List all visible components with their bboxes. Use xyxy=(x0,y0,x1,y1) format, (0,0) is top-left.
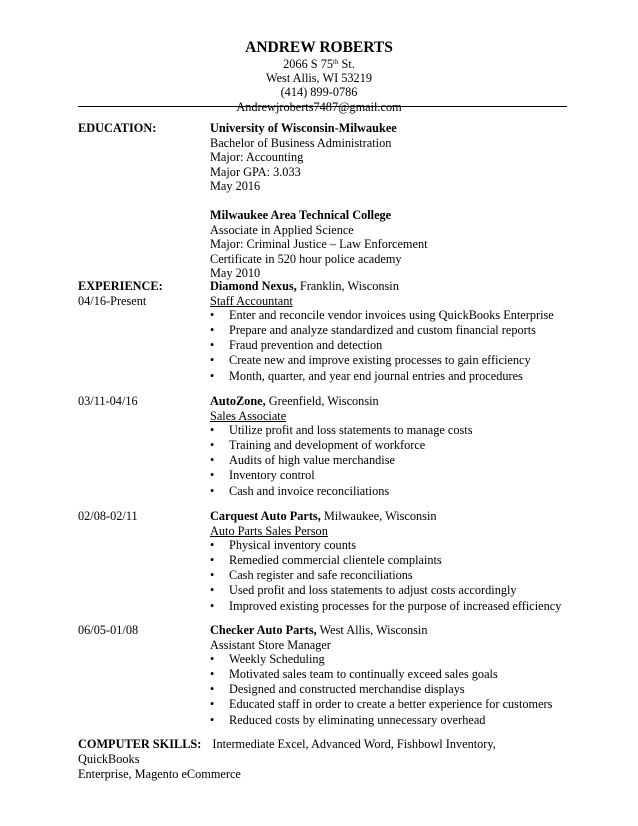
graduation-date: May 2010 xyxy=(210,266,261,281)
skills-text: Intermediate Excel, Advanced Word, Fishbowl Inventory, QuickBooks xyxy=(78,737,496,766)
bullet-icon: • xyxy=(210,323,215,338)
skills-line-1 xyxy=(78,737,558,767)
list-item: • Prepare and analyze standardized and custom financial reports xyxy=(210,323,536,338)
list-item: • Remedied commercial clientele complaints xyxy=(210,553,442,568)
school-entry xyxy=(210,121,570,194)
bullet-icon: • xyxy=(210,583,215,598)
job-dates-label xyxy=(78,509,208,524)
email-address: Andrewjroberts7487@gmail.com xyxy=(236,99,402,114)
list-item: • Improved existing processes for the purpose of increased efficiency xyxy=(210,598,562,613)
list-item: • Motivated sales team to continually exceed sales goals xyxy=(210,667,498,682)
bullet-icon: • xyxy=(210,568,215,583)
list-item: • Physical inventory counts xyxy=(210,538,357,553)
list-item: • Weekly Scheduling xyxy=(210,652,325,667)
list-item: • Inventory control xyxy=(210,468,315,483)
list-item: • Utilize profit and loss statements to manage costs xyxy=(210,423,473,438)
job-content xyxy=(210,509,570,614)
list-item: • Used profit and loss statements to adjust costs accordingly xyxy=(210,583,517,598)
job-dates: 04/16-Present xyxy=(78,293,147,308)
job-dates-label xyxy=(78,623,208,638)
bullet-icon: • xyxy=(210,667,215,682)
list-item: • Educated staff in order to create a better experience for customers xyxy=(210,697,553,712)
skills-heading: COMPUTER SKILLS: xyxy=(78,737,202,751)
resume-header xyxy=(0,39,638,114)
computer-skills-section xyxy=(78,737,558,781)
bullet-icon: • xyxy=(210,308,215,323)
major-line: Major: Criminal Justice – Law Enforcement xyxy=(210,237,428,252)
job-duties-list xyxy=(210,652,570,727)
job-duties-list xyxy=(210,538,570,613)
bullet-icon: • xyxy=(210,453,215,468)
certificate-line: Certificate in 520 hour police academy xyxy=(210,251,402,266)
job-dates: 02/08-02/11 xyxy=(78,509,138,523)
bullet-icon: • xyxy=(210,483,215,498)
list-item: • Reduced costs by eliminating unnecessary overhead xyxy=(210,712,486,727)
list-item: • Month, quarter, and year end journal entries and procedures xyxy=(210,368,523,383)
degree-line: Bachelor of Business Administration xyxy=(210,135,392,150)
city-state-zip: West Allis, WI 53219 xyxy=(265,71,373,86)
bullet-icon: • xyxy=(210,553,215,568)
school-name: University of Wisconsin-Milwaukee xyxy=(210,121,397,135)
bullet-icon: • xyxy=(210,712,215,727)
bullet-icon: • xyxy=(210,468,215,483)
header-divider xyxy=(78,106,567,107)
school-name: Milwaukee Area Technical College xyxy=(210,207,392,222)
phone-number: (414) 899-0786 xyxy=(280,85,358,100)
graduation-date: May 2016 xyxy=(210,179,261,194)
bullet-icon: • xyxy=(210,598,215,613)
degree-line: Associate in Applied Science xyxy=(210,222,354,237)
list-item: • Audits of high value merchandise xyxy=(210,453,395,468)
bullet-icon: • xyxy=(210,368,215,383)
street-address: 2066 S 75th St. xyxy=(283,57,355,71)
list-item: • Enter and reconcile vendor invoices using QuickBooks Enterprise xyxy=(210,308,554,323)
gpa-line: Major GPA: 3.033 xyxy=(210,164,301,179)
job-title: Staff Accountant xyxy=(210,293,293,308)
bullet-icon: • xyxy=(210,682,215,697)
experience-heading: EXPERIENCE: xyxy=(78,279,163,293)
job-employer: Diamond Nexus, Franklin, Wisconsin xyxy=(210,279,399,293)
skills-line-2: Enterprise, Magento eCommerce xyxy=(78,766,241,781)
education-label: EDUCATION: xyxy=(78,121,157,135)
job-dates-label xyxy=(78,394,208,409)
major-line: Major: Accounting xyxy=(210,150,304,165)
job-duties-list xyxy=(210,308,570,383)
job-employer: Checker Auto Parts, West Allis, Wisconsin xyxy=(210,623,428,637)
job-dates: 06/05-01/08 xyxy=(78,623,139,637)
job-dates: 03/11-04/16 xyxy=(78,394,138,408)
bullet-icon: • xyxy=(210,353,215,368)
job-content xyxy=(210,623,570,728)
job-content xyxy=(210,279,570,384)
job-title: Sales Associate xyxy=(210,408,287,423)
job-employer: Carquest Auto Parts, Milwaukee, Wisconsin xyxy=(210,509,437,523)
job-duties-list xyxy=(210,423,570,498)
job-employer: AutoZone, Greenfield, Wisconsin xyxy=(210,394,379,408)
list-item: • Designed and constructed merchandise displays xyxy=(210,682,465,697)
school-entry xyxy=(210,208,570,281)
job-title: Auto Parts Sales Person xyxy=(210,523,328,538)
list-item: • Create new and improve existing processes to gain efficiency xyxy=(210,353,531,368)
bullet-icon: • xyxy=(210,538,215,553)
bullet-icon: • xyxy=(210,438,215,453)
bullet-icon: • xyxy=(210,652,215,667)
bullet-icon: • xyxy=(210,697,215,712)
bullet-icon: • xyxy=(210,423,215,438)
list-item: • Training and development of workforce xyxy=(210,438,426,453)
list-item: • Cash register and safe reconciliations xyxy=(210,568,413,583)
education-content xyxy=(210,121,570,281)
candidate-name: ANDREW ROBERTS xyxy=(245,39,393,56)
bullet-icon: • xyxy=(210,338,215,353)
list-item: • Cash and invoice reconciliations xyxy=(210,483,390,498)
job-content xyxy=(210,394,570,499)
job-title: Assistant Store Manager xyxy=(210,637,331,652)
experience-label xyxy=(78,279,208,308)
list-item: • Fraud prevention and detection xyxy=(210,338,383,353)
